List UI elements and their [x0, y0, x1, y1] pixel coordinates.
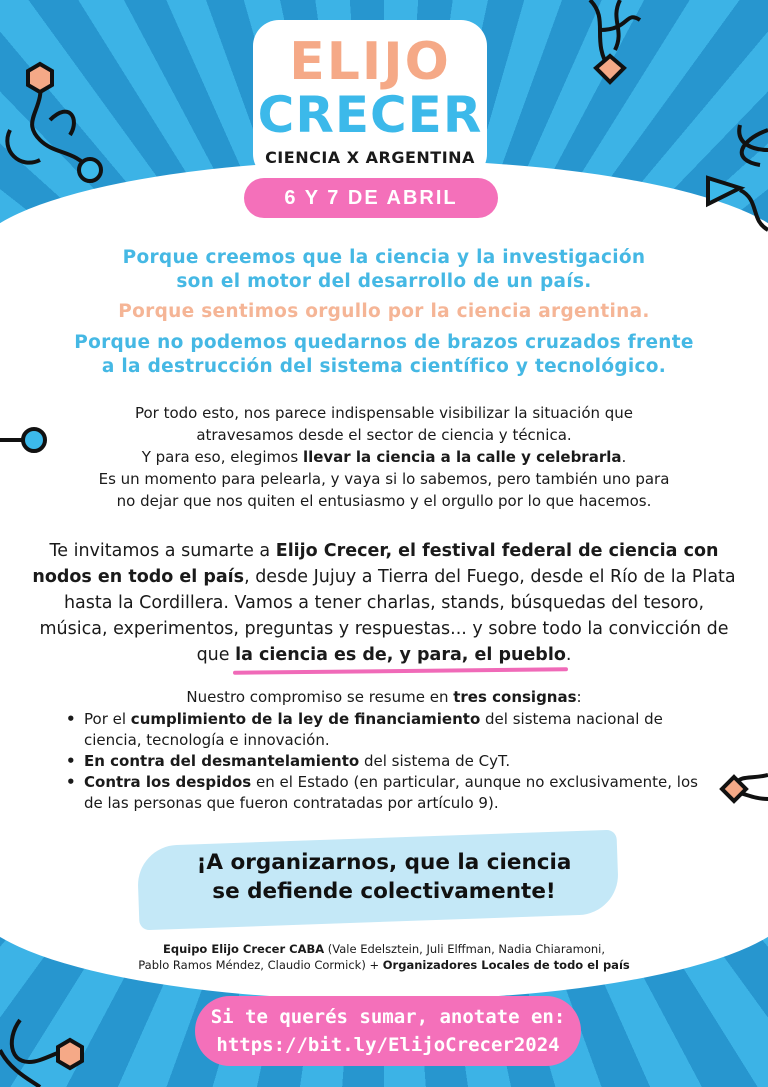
commitment-1-pre: Por el	[84, 710, 131, 728]
heading-3-line-2: a la destrucción del sistema científico y tecnológico.	[101, 356, 667, 377]
credits-team: Equipo Elijo Crecer CABA	[162, 942, 325, 956]
commitments-intro-bold: tres consignas	[453, 688, 577, 706]
intro-paragraph	[30, 402, 738, 512]
commitment-3-post: en el Estado (en particular, aunque no exclusivamente, los de las personas que fueron contratadas por artículo 9).	[84, 773, 698, 812]
logo-crecer: CRECER	[257, 86, 483, 144]
invite-pre: Te invitamos a sumarte a	[49, 541, 276, 561]
date-badge: 6 Y 7 DE ABRIL	[244, 178, 498, 218]
credits-separator: +	[365, 958, 383, 972]
commitment-2-post: del sistema de CyT.	[359, 752, 511, 770]
commitment-1-post: del sistema nacional de ciencia, tecnología e innovación.	[84, 710, 663, 749]
logo-elijo: ELIJO	[289, 32, 451, 92]
signup-link[interactable]	[195, 996, 581, 1066]
intro-line-4: Es un momento para pelearla, y vaya si lo sabemos, pero también uno para	[98, 470, 670, 488]
invite-pueblo-bold: la ciencia es de, y para, el pueblo	[235, 642, 566, 668]
commitment-1-bold: cumplimiento de la ley de financiamiento	[130, 710, 481, 728]
logo	[253, 20, 487, 180]
intro-line-1: Por todo esto, nos parece indispensable visibilizar la situación que	[134, 404, 634, 422]
commitment-item	[66, 709, 716, 751]
commitments-intro-post: :	[576, 688, 582, 706]
intro-line-5: no dejar que nos quiten el entusiasmo y el orgullo por lo que hacemos.	[116, 492, 652, 510]
heading-1	[40, 246, 728, 294]
invite-post: .	[565, 645, 572, 665]
invite-paragraph	[30, 538, 738, 668]
logo-subtitle: CIENCIA X ARGENTINA	[265, 148, 475, 167]
signup-text: Si te querés sumar, anotate en:	[210, 1006, 566, 1028]
slogan-line-1: ¡A organizarnos, que la ciencia	[196, 850, 572, 875]
commitments-intro-pre: Nuestro compromiso se resume en	[186, 688, 454, 706]
credits-names-2: Pablo Ramos Méndez, Claudio Cormick)	[138, 958, 366, 972]
invite-mid: , desde Jujuy a Tierra del Fuego, desde el Río de la Plata hasta la Cordillera. Vamos a tener charlas, stands, búsquedas del tesoro, música, experimentos, preguntas y respuestas... y sobre todo la convicción de que	[39, 567, 736, 665]
commitment-3-bold: Contra los despidos	[84, 773, 252, 791]
signup-url[interactable]: https://bit.ly/ElijoCrecer2024	[216, 1034, 560, 1056]
molecule-doodle-right-icon	[700, 120, 768, 250]
heading-2: Porque sentimos orgullo por la ciencia argentina.	[118, 301, 650, 322]
intro-line-3-pre: Y para eso, elegimos	[141, 448, 303, 466]
heading-3	[40, 331, 728, 379]
invite-festival-bold: Elijo Crecer, el festival federal de ciencia con nodos en todo el país	[32, 541, 719, 587]
credits-local-organizers: Organizadores Locales de todo el país	[382, 958, 630, 972]
commitment-item	[66, 751, 716, 772]
intro-line-2: atravesamos desde el sector de ciencia y técnica.	[196, 426, 572, 444]
intro-line-3-bold: llevar la ciencia a la calle y celebrarla	[302, 448, 622, 466]
slogan-line-2: se defiende colectivamente!	[212, 879, 556, 904]
molecule-doodle-top-left-icon	[0, 60, 110, 190]
commitment-item	[66, 772, 716, 814]
molecule-doodle-bottom-left-icon	[0, 1010, 100, 1087]
heading-3-line-1: Porque no podemos quedarnos de brazos cruzados frente	[74, 332, 694, 353]
commitment-2-bold: En contra del desmantelamiento	[84, 752, 360, 770]
molecule-doodle-right-lower-icon	[712, 765, 768, 815]
intro-line-3-post: .	[621, 448, 627, 466]
commitments-intro	[30, 686, 738, 708]
molecule-doodle-top-right-icon	[570, 0, 650, 90]
commitments-list	[66, 709, 716, 814]
slogan	[40, 848, 728, 906]
credits-names-1: (Vale Edelsztein, Juli Elffman, Nadia Chiaramoni,	[324, 942, 605, 956]
heading-1-line-1: Porque creemos que la ciencia y la investigación	[122, 247, 646, 268]
heading-1-line-2: son el motor del desarrollo de un país.	[176, 271, 592, 292]
credits	[30, 941, 738, 973]
